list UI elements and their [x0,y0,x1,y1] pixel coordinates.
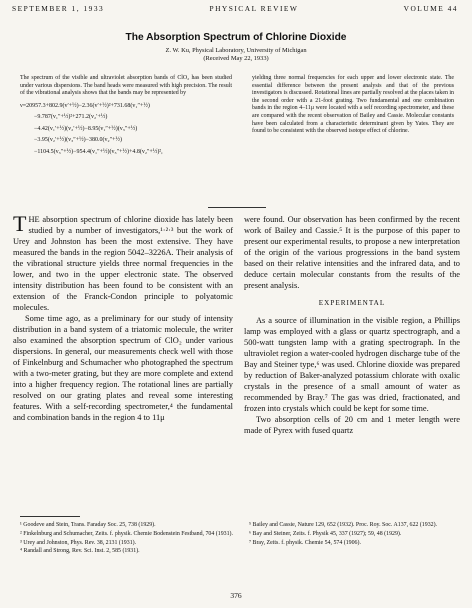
footnote: ⁴ Randall and Strong, Rev. Sci. Inst. 2, 585 (1931). [20,548,140,555]
paragraph-absorption-cells: Two absorption cells of 20 cm and 1 meter length were made of Pyrex with fused quartz [244,415,460,435]
abstract-right-column [252,75,454,136]
footnote: ⁶ Bay and Steiner, Zeits. f. Physik 45, 337 (1927); 59, 48 (1929). [249,530,402,537]
equation-line: −9.787(v₁″+½)²+271.2(v₂′+½) [34,114,108,121]
running-head-journal: PHYSICAL REVIEW [209,4,299,13]
body-right-column [244,214,460,436]
equation-line: −4.42(v₁′+½)(v₂′+½)−8.95(v₁″+½)(v₃″+½) [34,125,138,132]
band-equation [20,101,232,159]
running-head-date: SEPTEMBER 1, 1933 [12,4,105,13]
equation-line: −3.95(v₂′+½)(v₃″+½)−380.0(v₂″+½) [34,137,122,144]
byline [0,47,472,63]
footnote: ² Finkelnburg and Schumacher, Zeits. f. physik. Chemie Bodenstein Festband, 704 (1931). [20,530,233,537]
section-heading-experimental: EXPERIMENTAL [318,299,386,307]
article-title: The Absorption Spectrum of Chlorine Dioxide [125,32,347,43]
abstract-left-column [20,75,232,158]
abstract-text-right: yielding three normal frequencies for each upper and lower electronic state. The essential difference between the present analysis and that of the previous investigators is discussed. Rotational lines are partially resolved at the places taken in the second order with a 21-foot grating. Two fundamental and one combination bands in the region 4–11μ were located with a self recording spectrometer, and these are compared with the recent observation of Bailey and Cassie. Molecular constants have been calculated from a characteristic determinant given by Yates. They are found to be consistent with the observed isotope effect of chlorine. [252,75,454,135]
paragraph-preliminary: Some time ago, as a preliminary for our study of intensity distribution in a band system of a triatomic molecule, the writer also examined the absorption spectrum of ClO₂ under various dispersions. In general, our measurements check well with those of Finkelnburg and Schumacher who photographed the spectrum with a two-meter grating, but they are more complete and extend into a higher frequency region. The rotational lines are partially resolved on our grating plates and reveal some interesting features. With a self-recording spectrometer,⁴ the fundamental and combination bands in the region 4 to 11μ [13,314,233,422]
footnote-divider [20,516,80,517]
page-number: 376 [230,591,242,600]
footnote: ⁵ Bailey and Cassie, Nature 129, 652 (1932). Proc. Roy. Soc. A137, 622 (1932). [249,522,438,528]
footnote: ³ Urey and Johnston, Phys. Rev. 38, 2131 (1931). [20,539,137,546]
paragraph-illumination: As a source of illumination in the visible region, a Phillips lamp was employed with a glass or quartz spectrograph, and a 500-watt tungsten lamp with a grating spectrograph. In the ultraviolet region a water-cooled hydrogen discharge tube of the Bay and Steiner type,⁶ was used. Chlorine dioxide was prepared by reduction of Baker-analyzed potassium chlorate with oxalic crystals in the presence of a small amount of water as recommended by Bray.⁷ The gas was dried, fractionated, and frozen into crystals which could be kept for some time. [244,316,460,413]
received-date: (Received May 22, 1933) [203,55,269,62]
footnotes-right [249,521,461,547]
footnotes-left [20,521,234,556]
running-head-volume: VOLUME 44 [403,4,458,13]
paragraph-continued: were found. Our observation has been confirmed by the recent work of Bailey and Cassie.⁵ It is the purpose of this paper to present our experimental results, to propose a new interpretation of the origin of the various progressions in the band system based on their relative intensities and the infrared data, and to deduce certain molecular constants from the results of the present analysis. [244,215,460,290]
footnote: ¹ Goodeve and Stein, Trans. Faraday Soc. 25, 738 (1929). [20,522,156,528]
footnote: ⁷ Bray, Zeits. f. physik. Chemie 54, 574 (1906). [249,539,361,546]
author-affiliation: Z. W. Ku, Physical Laboratory, University of Michigan [165,47,307,54]
abstract-divider [208,207,266,208]
equation-line: −1104.5(v₃″+½)−954.4(v₁″+½)(v₃″+½)+4.8(v₂″+½)², [34,148,163,155]
body-left-column [13,211,233,423]
drop-cap: T [13,211,27,236]
abstract-text-left: The spectrum of the visible and ultraviolet absorption bands of ClO₂ has been studied under various dispersions. The band heads were measured with high precision. The result of the vibrational analysis shows that the bands may be represented by [20,75,232,97]
equation-line: ν=20957.3+802.9(v′+½)−2.36(v′+½)²+731.68(v₁″+½) [20,102,150,109]
intro-text: HE absorption spectrum of chlorine dioxide has lately been studied by a number of investigators,¹·²·³ but the work of Urey and Johnston has been the most extensive. They have measured the bands in the region 5042–3226A. Their analysis of the vibrational structure yields three normal frequencies in the lower, and two in the upper electronic state. The observed intensity distribution has been found to be consistent with an extension of the Franck-Condon principle to polyatomic molecules. [13,215,233,312]
running-head [12,4,458,13]
intro-paragraph [13,211,233,313]
